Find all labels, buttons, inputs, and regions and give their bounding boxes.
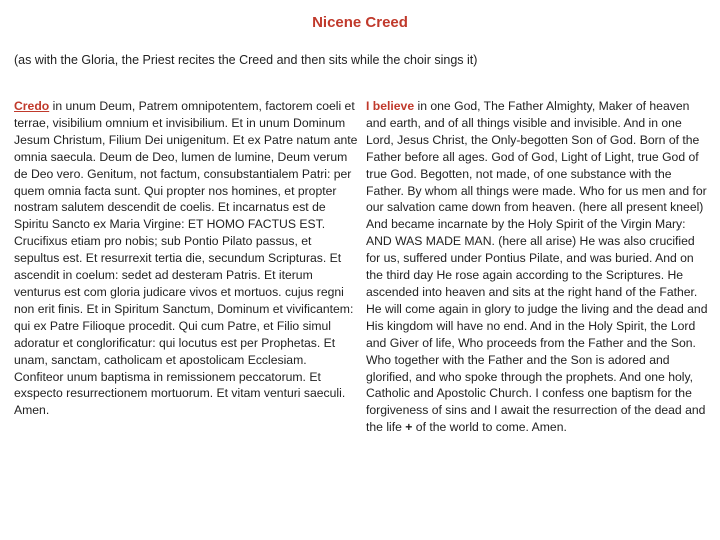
- english-ending: of the world to come. Amen.: [412, 420, 567, 435]
- cross-symbol: +: [405, 420, 413, 435]
- latin-column: [14, 98, 359, 419]
- latin-text: in unum Deum, Patrem omnipotentem, factorem coeli et terrae, visibilium omnium et invisibilium. Et in unum Dominum Jesum Christum, Filium Dei unigenitum. Et ex Patre natum ante omnia saecula. Deum de Deo, lumen de lumine, Deum verum de Deo vero. Genitum, not factum, consubstantialem Patri: per quem omnia facta sunt. Qui propter nos homines, et propter nostram salutem descendit de coelis. Et incarnatus est de Spiritu Sancto ex Maria Virgine: ET HOMO FACTUS EST. Crucifixus etiam pro nobis; sub Pontio Pilato passus, et sepultus est. Et resurrexit tertia die, secundum Scripturas. Et ascendit in coelum: sedet ad desteram Patris. Et iterum venturus est com gloria judicare vivos et mortuos. cujus regni non erit finis. Et in Spiritum Sanctum, Dominum et vivificantem: qui ex Patre Filioque procedit. Qui cum Patre, et Filio simul adoratur et conglorificatur: qui locutus est per Prophetas. Et unam, sanctam, catholicam et apostolicam Ecclesiam. Confiteor unum baptisma in remissionem peccatorum. Et exspecto resurrectionem mortuorum. Et vitam venturi saeculi. Amen.: [14, 99, 358, 418]
- latin-lead-word: Credo: [14, 99, 50, 113]
- page-title: Nicene Creed: [312, 14, 408, 31]
- english-lead-word: I believe: [366, 99, 415, 113]
- english-column: [366, 98, 710, 436]
- subtitle: (as with the Gloria, the Priest recites the Creed and then sits while the choir sings it): [14, 53, 478, 67]
- english-text: in one God, The Father Almighty, Maker of heaven and earth, and of all things visible and invisible. And in one Lord, Jesus Christ, the Only-begotten Son of God. Born of the Father before all ages. God of God, Light of Light, true God of true God. Begotten, not made, of one substance with the Father. By whom all things were made. Who for us men and for our salvation came down from heaven. (here all present kneel) And became incarnate by the Holy Spirit of the Virgin Mary: AND WAS MADE MAN. (here all arise) He was also crucified for us, suffered under Pontius Pilate, and was buried. And on the third day He rose again according to the Scriptures. He ascended into heaven and sits at the right hand of the Father. He will come again in glory to judge the living and the dead and His kingdom will have no end. And in the Holy Spirit, the Lord and Giver of life, Who proceeds from the Father and the Son. Who together with the Father and the Son is adored and glorified, and who spoke through the prophets. And one holy, Catholic and Apostolic Church. I confess one baptism for the forgiveness of sins and I await the resurrection of the dead and the life: [366, 99, 708, 435]
